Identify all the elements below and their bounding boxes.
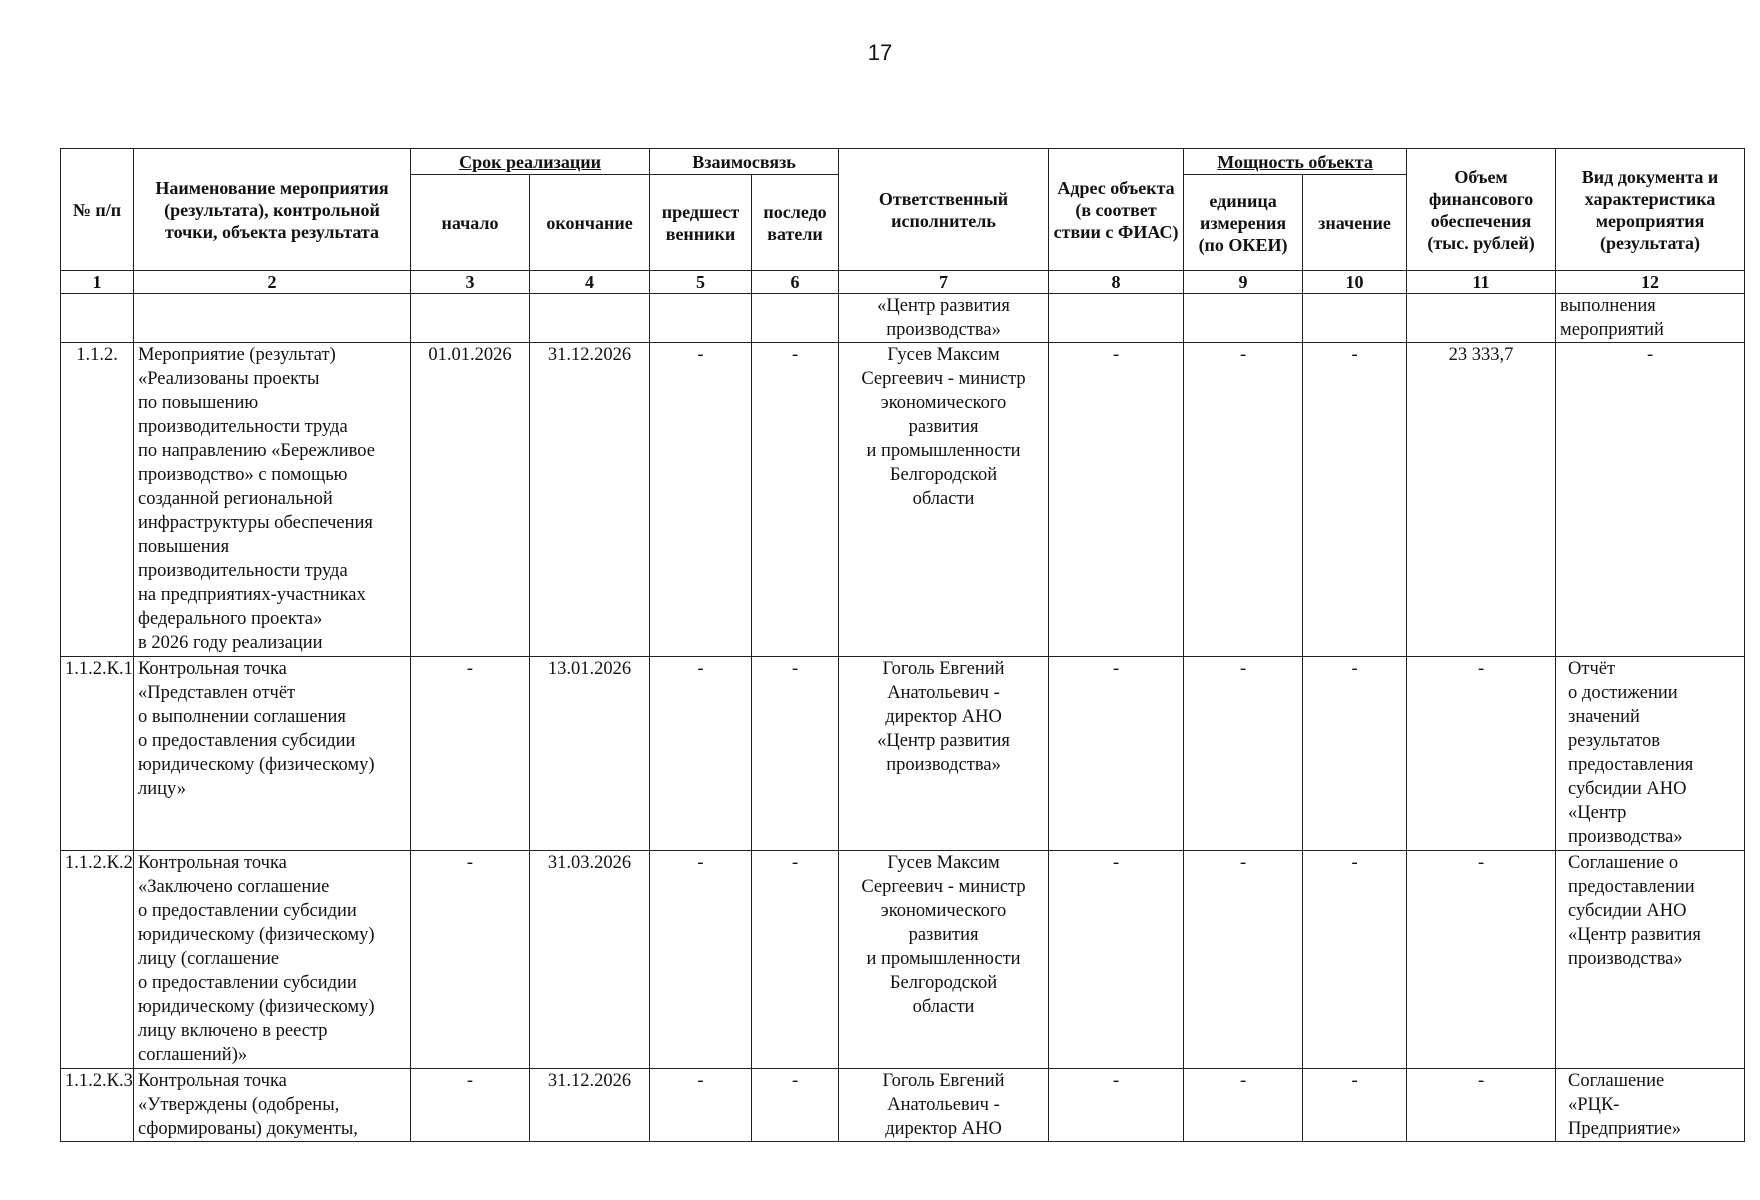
header-relation: Взаимосвязь [650, 149, 839, 175]
column-number: 8 [1049, 271, 1184, 294]
header-term: Срок реализации [411, 149, 650, 175]
cell-unit: - [1184, 851, 1303, 1069]
cell-start [411, 294, 530, 343]
column-number: 4 [530, 271, 650, 294]
column-numbers-row [61, 271, 1745, 294]
cell-address: - [1049, 343, 1184, 657]
cell-doc: Соглашение «РЦК- Предприятие» [1556, 1069, 1745, 1142]
cell-finance: 23 333,7 [1407, 343, 1556, 657]
cell-unit: - [1184, 657, 1303, 851]
column-number: 10 [1303, 271, 1407, 294]
cell-end [530, 294, 650, 343]
cell-end: 31.12.2026 [530, 1069, 650, 1142]
cell-value: - [1303, 657, 1407, 851]
cell-end: 31.12.2026 [530, 343, 650, 657]
cell-next: - [752, 343, 839, 657]
header-num: № п/п [61, 149, 134, 271]
header-doc: Вид документа и характеристика мероприятия (результата) [1556, 149, 1745, 271]
cell-start: - [411, 657, 530, 851]
column-number: 9 [1184, 271, 1303, 294]
cell-finance: - [1407, 851, 1556, 1069]
cell-executor: Гусев Максим Сергеевич - министр экономического развития и промышленности Белгородской области [839, 851, 1049, 1069]
cell-next [752, 294, 839, 343]
cell-executor: Гусев Максим Сергеевич - министр экономического развития и промышленности Белгородской области [839, 343, 1049, 657]
cell-prev [650, 294, 752, 343]
cell-num [61, 294, 134, 343]
cell-prev: - [650, 343, 752, 657]
header-name: Наименование мероприятия (результата), контрольной точки, объекта результата [134, 149, 411, 271]
table-row [61, 657, 1745, 851]
header-finance: Объем финансового обеспечения (тыс. рублей) [1407, 149, 1556, 271]
cell-doc: - [1556, 343, 1745, 657]
header-term-start: начало [411, 175, 530, 271]
column-number: 3 [411, 271, 530, 294]
table-row [61, 851, 1745, 1069]
header-address: Адрес объекта (в соответ ствии с ФИАС) [1049, 149, 1184, 271]
cell-next: - [752, 1069, 839, 1142]
cell-name: Контрольная точка «Представлен отчёт о выполнении соглашения о предоставления субсидии юридическому (физическому) лицу» [134, 657, 411, 851]
cell-value: - [1303, 1069, 1407, 1142]
cell-doc: Отчёт о достижении значений результатов предоставления субсидии АНО «Центр производства» [1556, 657, 1745, 851]
column-number: 12 [1556, 271, 1745, 294]
cell-num: 1.1.2.К.1 [61, 657, 134, 851]
cell-end: 31.03.2026 [530, 851, 650, 1069]
cell-num: 1.1.2.К.2 [61, 851, 134, 1069]
column-number: 2 [134, 271, 411, 294]
header-executor: Ответственный исполнитель [839, 149, 1049, 271]
header-relation-prev: предшест венники [650, 175, 752, 271]
cell-num: 1.1.2.К.3 [61, 1069, 134, 1142]
cell-address: - [1049, 657, 1184, 851]
cell-start: 01.01.2026 [411, 343, 530, 657]
header-capacity: Мощность объекта [1184, 149, 1407, 175]
cell-prev: - [650, 1069, 752, 1142]
cell-next: - [752, 657, 839, 851]
cell-next: - [752, 851, 839, 1069]
cell-unit: - [1184, 1069, 1303, 1142]
cell-address: - [1049, 851, 1184, 1069]
cell-name: Контрольная точка «Заключено соглашение о предоставлении субсидии юридическому (физическому) лицу (соглашение о предоставлении субсидии юридическому (физическому) лицу включено в реестр соглашений)» [134, 851, 411, 1069]
cell-value: - [1303, 343, 1407, 657]
cell-executor: Гоголь Евгений Анатольевич - директор АНО [839, 1069, 1049, 1142]
cell-finance [1407, 294, 1556, 343]
cell-doc: выполнения мероприятий [1556, 294, 1745, 343]
table-header [61, 149, 1745, 294]
table-row [61, 1069, 1745, 1142]
cell-executor: «Центр развития производства» [839, 294, 1049, 343]
column-number: 5 [650, 271, 752, 294]
table-row [61, 343, 1745, 657]
cell-name [134, 294, 411, 343]
cell-executor: Гоголь Евгений Анатольевич - директор АНО «Центр развития производства» [839, 657, 1049, 851]
header-capacity-unit: единица измерения (по ОКЕИ) [1184, 175, 1303, 271]
cell-address: - [1049, 1069, 1184, 1142]
cell-prev: - [650, 851, 752, 1069]
column-number: 1 [61, 271, 134, 294]
header-relation-next: последо ватели [752, 175, 839, 271]
cell-value [1303, 294, 1407, 343]
cell-start: - [411, 851, 530, 1069]
cell-value: - [1303, 851, 1407, 1069]
column-number: 7 [839, 271, 1049, 294]
column-number: 11 [1407, 271, 1556, 294]
cell-end: 13.01.2026 [530, 657, 650, 851]
cell-finance: - [1407, 1069, 1556, 1142]
cell-unit: - [1184, 343, 1303, 657]
cell-name: Контрольная точка «Утверждены (одобрены, сформированы) документы, [134, 1069, 411, 1142]
header-capacity-value: значение [1303, 175, 1407, 271]
header-term-end: окончание [530, 175, 650, 271]
cell-doc: Соглашение о предоставлении субсидии АНО «Центр развития производства» [1556, 851, 1745, 1069]
cell-prev: - [650, 657, 752, 851]
activities-table [60, 148, 1745, 1142]
cell-name: Мероприятие (результат) «Реализованы проекты по повышению производительности труда по направлению «Бережливое производство» с помощью созданной региональной инфраструктуры обеспечения повышения производительности труда на предприятиях-участниках федерального проекта» в 2026 году реализации [134, 343, 411, 657]
cell-num: 1.1.2. [61, 343, 134, 657]
cell-address [1049, 294, 1184, 343]
cell-unit [1184, 294, 1303, 343]
page-number: 17 [867, 40, 893, 65]
cell-start: - [411, 1069, 530, 1142]
table-row [61, 294, 1745, 343]
column-number: 6 [752, 271, 839, 294]
cell-finance: - [1407, 657, 1556, 851]
